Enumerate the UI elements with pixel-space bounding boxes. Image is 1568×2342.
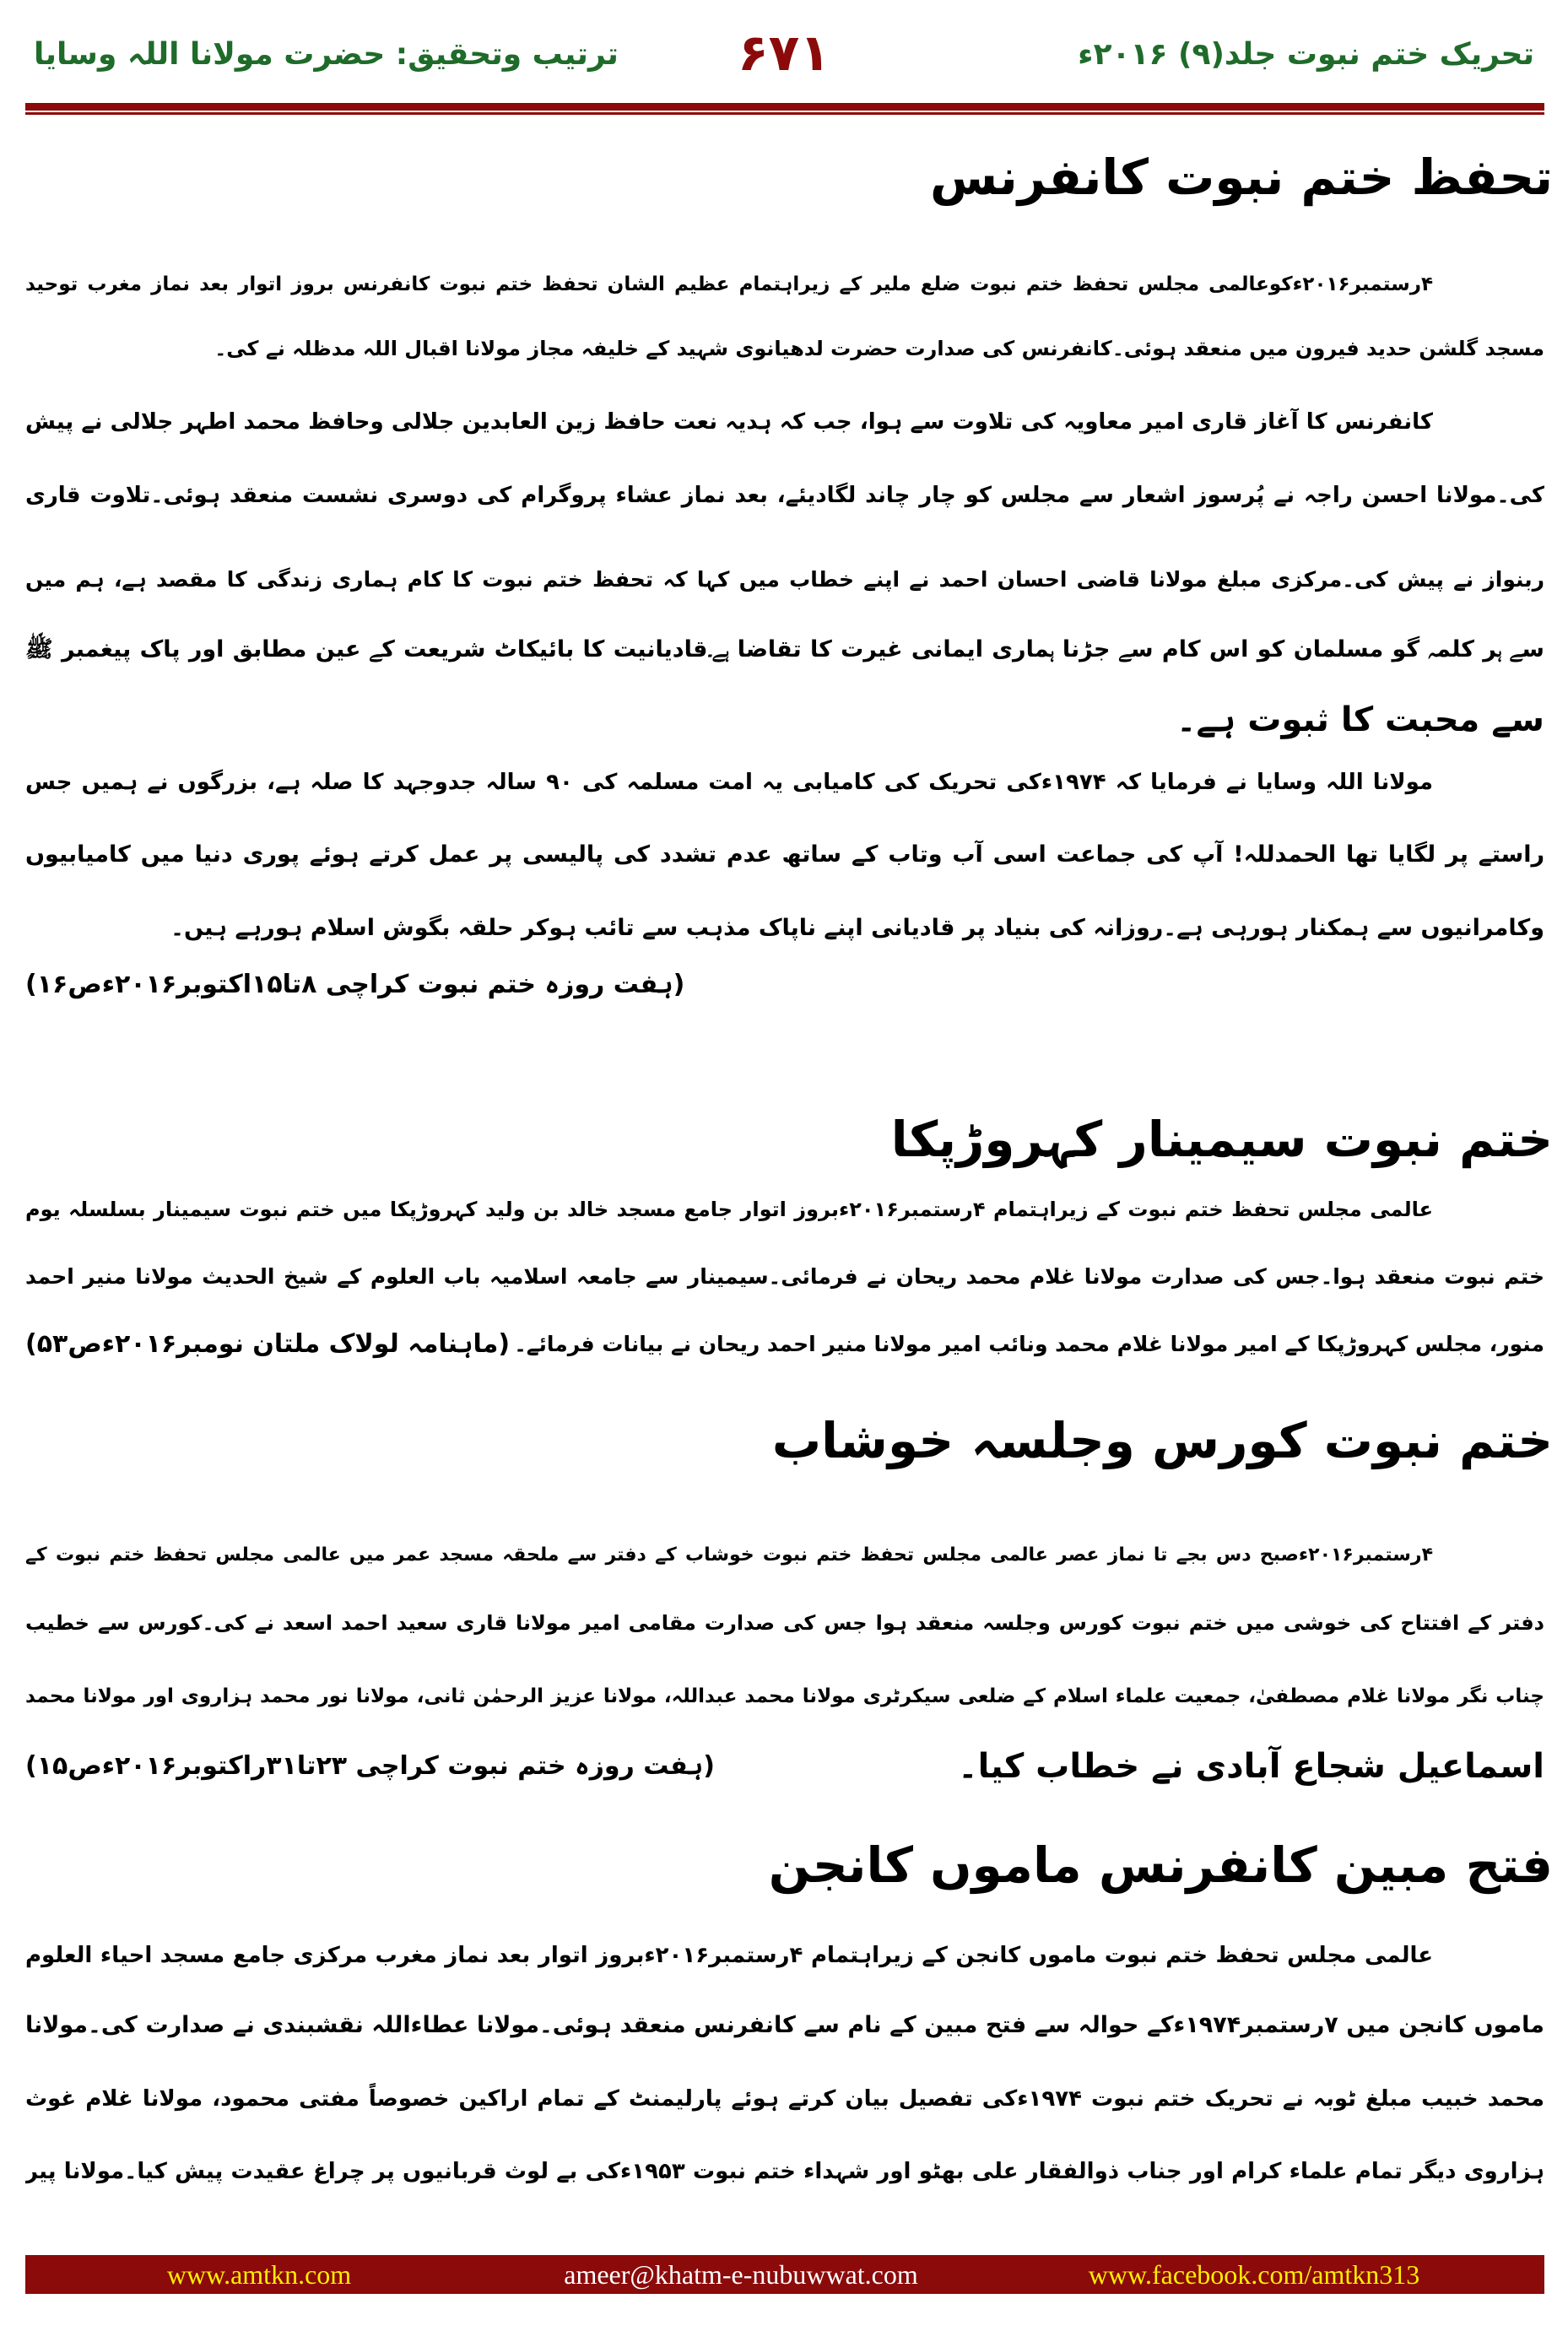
paragraph-line: کانفرنس کا آغاز قاری امیر معاویہ کی تلاوت سے ہوا، جب کہ ہدیہ نعت حافظ زین العابدین جلالی وحافظ محمد اطہر جلالی نے پیش xyxy=(25,409,1433,435)
paragraph-line: ماموں کانجن میں ۷رستمبر۱۹۷۴ءکے حوالہ سے فتح مبین کے نام سے کانفرنس منعقد ہوئی۔مولانا عطاءاللہ نقشبندی نے صدارت کی۔مولانا xyxy=(25,2012,1544,2038)
compiler-credit: ترتیب وتحقیق: حضرت مولانا اللہ وسایا xyxy=(34,37,619,72)
section-heading: تحفظ ختم نبوت کانفرنس xyxy=(930,149,1553,206)
paragraph-line: ۴رستمبر۲۰۱۶ءکوعالمی مجلس تحفظ ختم نبوت ضلع ملیر کے زیراہتمام عظیم الشان تحفظ ختم نبوت کانفرنس بروز اتوار بعد نماز مغرب توحید xyxy=(25,273,1433,295)
paragraph-line: وکامرانیوں سے ہمکنار ہورہی ہے۔روزانہ کی بنیاد پر قادیانی اپنے ناپاک مذہب سے تائب ہوکر حلقہ بگوش اسلام ہورہے ہیں۔ xyxy=(170,915,1544,941)
paragraph-line: ۴رستمبر۲۰۱۶ءصبح دس بجے تا نماز عصر عالمی مجلس تحفظ ختم نبوت خوشاب کے دفتر سے ملحقہ مسجد عمر میں عالمی مجلس تحفظ ختم نبوت کے xyxy=(25,1544,1433,1566)
paragraph-line: ہزاروی دیگر تمام علماء کرام اور جناب ذوالفقار علی بھٹو اور شہداء ختم نبوت ۱۹۵۳ءکی بے لوث قربانیوں پر چراغ عقیدت پیش کیا۔مولانا پیر xyxy=(25,2159,1544,2184)
source-citation: (ہفت روزہ ختم نبوت کراچی ۲۳تا۳۱راکتوبر۲۰۱۶ءص۱۵) xyxy=(25,1751,715,1781)
paragraph-line: عالمی مجلس تحفظ ختم نبوت کے زیراہتمام ۴رستمبر۲۰۱۶ءبروز اتوار جامع مسجد خالد بن ولید کہروڑپکا میں ختم نبوت سیمینار بسلسلہ یوم xyxy=(25,1198,1433,1221)
book-title: تحریک ختم نبوت جلد(۹) ۲۰۱۶ء xyxy=(1078,37,1534,72)
website-link[interactable]: www.amtkn.com xyxy=(166,2259,352,2290)
section-heading: ختم نبوت سیمینار کہروڑپکا xyxy=(890,1111,1553,1168)
page-footer xyxy=(25,2255,1544,2294)
paragraph-line: عالمی مجلس تحفظ ختم نبوت ماموں کانجن کے زیراہتمام ۴رستمبر۲۰۱۶ءبروز اتوار بعد نماز مغرب مرکزی جامع مسجد احیاء العلوم xyxy=(25,1943,1433,1968)
paragraph-line: اسماعیل شجاع آبادی نے خطاب کیا۔ xyxy=(958,1747,1544,1786)
paragraph-line: سے ہر کلمہ گو مسلمان کو اس کام سے جڑنا ہماری ایمانی غیرت کا تقاضا ہے۔قادیانیت کا بائیکاٹ شریعت کے عین مطابق اور پاک پیغمبر ﷺ xyxy=(25,636,1544,663)
paragraph-line: راستے پر لگایا تھا الحمدللہ! آپ کی جماعت اسی آب وتاب کے ساتھ عدم تشدد کی پالیسی پر عمل کرتے ہوئے پوری دنیا میں کامیابیوں xyxy=(25,841,1544,868)
paragraph-line: سے محبت کا ثبوت ہے۔ xyxy=(1176,700,1544,739)
facebook-link[interactable]: www.facebook.com/amtkn313 xyxy=(1088,2259,1420,2290)
paragraph-line: ربنواز نے پیش کی۔مرکزی مبلغ مولانا قاضی احسان احمد نے اپنے خطاب میں کہا کہ تحفظ ختم نبوت کا کام ہماری زندگی کا مقصد ہے، ہم میں xyxy=(25,567,1544,592)
paragraph-line: دفتر کے افتتاح کی خوشی میں ختم نبوت کورس وجلسہ منعقد ہوا جس کی صدارت مقامی امیر مولانا قاری سعید احمد اسعد نے کی۔کورس سے خطیب xyxy=(25,1611,1544,1635)
paragraph-line: محمد خبیب مبلغ ٹوبہ نے تحریک ختم نبوت ۱۹۷۴ءکی تفصیل بیان کرتے ہوئے پارلیمنٹ کے تمام اراکین خصوصاً مفتی محمود، مولانا غلام غوث xyxy=(25,2086,1544,2112)
section-heading: ختم نبوت کورس وجلسہ خوشاب xyxy=(771,1412,1553,1469)
paragraph-line: کی۔مولانا احسن راجہ نے پُرسوز اشعار سے مجلس کو چار چاند لگادیئے، بعد نماز عشاء پروگرام کی دوسری نشست منعقد ہوئی۔تلاوت قاری xyxy=(25,483,1544,508)
paragraph-line: مولانا اللہ وسایا نے فرمایا کہ ۱۹۷۴ءکی تحریک کی کامیابی یہ امت مسلمہ کی ۹۰ سالہ جدوجہد کا صلہ ہے، بزرگوں نے ہمیں جس xyxy=(25,770,1433,795)
paragraph-line: چناب نگر مولانا غلام مصطفیٰ، جمعیت علماء اسلام کے ضلعی سیکرٹری مولانا محمد عبداللہ، مولانا عزیز الرحمٰن ثانی، مولانا نور محمد ہزاروی اور مولانا محمد xyxy=(25,1685,1544,1707)
email-link[interactable]: ameer@khatm-e-nubuwwat.com xyxy=(564,2259,918,2290)
source-citation: (ہفت روزہ ختم نبوت کراچی ۸تا۱۵اکتوبر۲۰۱۶ءص۱۶) xyxy=(25,970,685,999)
paragraph-line: منور، مجلس کہروڑپکا کے امیر مولانا غلام محمد ونائب امیر مولانا منیر احمد ریحان نے بیانات فرمائے۔ xyxy=(514,1332,1544,1356)
page-number: ۶۷۱ xyxy=(738,24,830,83)
source-citation: (ماہنامہ لولاک ملتان نومبر۲۰۱۶ءص۵۳) xyxy=(25,1329,511,1359)
section-heading: فتح مبین کانفرنس ماموں کانجن xyxy=(768,1836,1553,1894)
header-divider-thin xyxy=(25,112,1544,115)
header-divider xyxy=(25,103,1544,111)
paragraph-line: ختم نبوت منعقد ہوا۔جس کی صدارت مولانا غلام محمد ریحان نے فرمائی۔سیمینار سے جامعہ اسلامیہ باب العلوم کے شیخ الحدیث مولانا منیر احمد xyxy=(25,1264,1544,1289)
paragraph-line: مسجد گلشن حدید فیرون میں منعقد ہوئی۔کانفرنس کی صدارت حضرت لدھیانوی شہید کے خلیفہ مجاز مولانا اقبال اللہ مدظلہ نے کی۔ xyxy=(214,337,1544,360)
